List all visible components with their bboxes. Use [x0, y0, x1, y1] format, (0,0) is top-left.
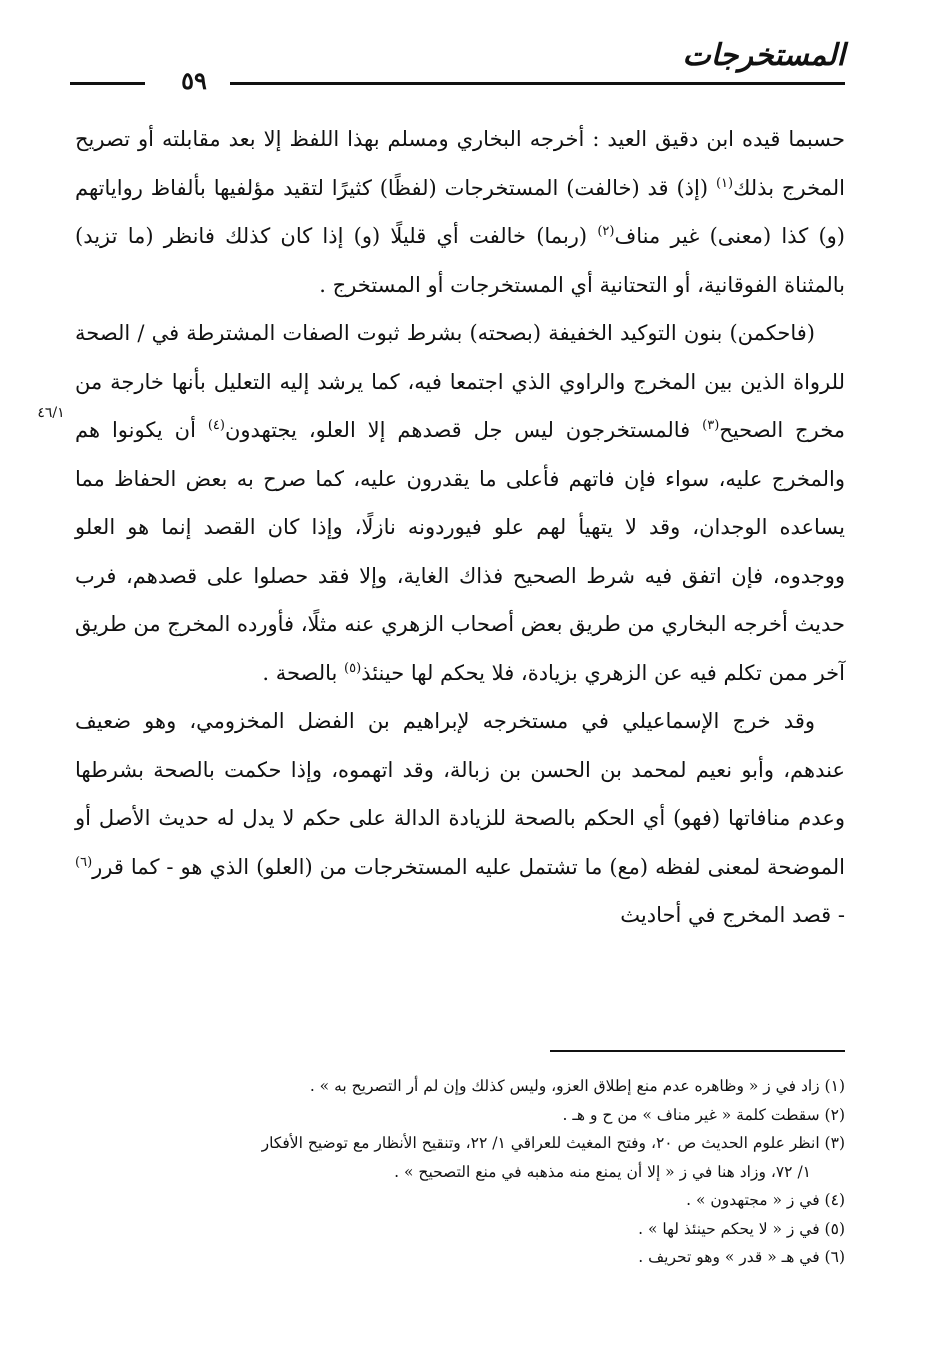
header-rule [230, 82, 845, 85]
footnote-2: (٢) سقطت كلمة « غير مناف » من ح و هـ . [562, 1105, 845, 1124]
paragraph-3 [75, 697, 845, 940]
text-run: - قصد المخرج في أحاديث [620, 903, 845, 927]
paragraph-2 [75, 309, 845, 697]
footnote-ref-4[interactable]: (٤) [207, 418, 225, 433]
footnote-5: (٥) في ز « لا يحكم حينئذ لها » . [638, 1219, 845, 1238]
footnote-separator [550, 1050, 845, 1052]
text-run: (فاحكمن) بنون التوكيد الخفيفة (بصحته) بشرط ثبوت الصفات المشترطة في / الصحة للرواة الذين بين المخرج والراوي الذي اجتمعا فيه، كما يرشد إليه التعليل بأنها خارجة من مخرج الصحيح [75, 321, 845, 442]
footnote-3: (٣) انظر علوم الحديث ص ٢٠، وفتح المغيث للعراقي ١/ ٢٢، وتنقيح الأنظار مع توضيح الأفكار [261, 1134, 845, 1152]
text-run: (ربما) خالفت أي قليلًا (و) إذا كان كذلك فانظر (ما تزيد) بالمثناة الفوقانية، أو التحتانية أي المستخرجات أو المستخرج . [75, 224, 845, 297]
footnote-ref-3[interactable]: (٣) [702, 418, 720, 433]
footnote-ref-6[interactable]: (٦) [75, 854, 93, 870]
footnote-1: (١) زاد في ز « وظاهره عدم منع إطلاق العزو، وليس كذلك وإن لم أر التصريح به » . [309, 1077, 845, 1095]
text-run: حسبما قيده ابن دقيق العيد : أخرجه البخاري ومسلم بهذا اللفظ إلا بعد مقابلته أو تصريح المخرج بذلك [75, 127, 845, 200]
text-run: وقد خرج الإسماعيلي في مستخرجه لإبراهيم بن الفضل المخزومي، وهو ضعيف عندهم، وأبو نعيم لمحمد بن الحسن بن زبالة، وقد اتهموه، وإذا حكمت بالصحة بشرطها وعدم منافاتها (فهو) أي الحكم بالصحة للزيادة الدالة على حكم لا يدل له حديث الأصل أو الموضحة لمعنى لفظه (مع) ما تشتمل عليه المستخرجات من (العلو) الذي هو - كما قرر [75, 709, 845, 879]
main-text [75, 115, 845, 940]
footnote-ref-2[interactable]: (٢) [597, 224, 615, 239]
footnote-3-continued: ١/ ٧٢، وزاد هنا في ز « إلا أن يمنع منه مذهبه في منع التصحيح » . [394, 1162, 811, 1181]
running-title: المستخرجات [682, 38, 845, 73]
footnote-ref-1[interactable]: (١) [715, 175, 734, 191]
manuscript-folio-note: ٤٦/١ [37, 405, 65, 421]
footnotes [75, 1072, 845, 1272]
paragraph-1 [75, 115, 845, 309]
header-rule-left [70, 82, 145, 85]
footnote-6: (٦) في هـ « قدر » وهو تحريف . [638, 1248, 845, 1266]
text-run: بالصحة . [262, 660, 345, 685]
text-run: أن يكونوا هم والمخرج عليه، سواء فإن فاتهم فأعلى ما يقدرون عليه، كما صرح به بعض الحفاظ مما يساعده الوجدان، وقد لا يتهيأ لهم علو فيوردونه نازلًا، وإذا كان القصد إنما هو العلو ووجدوه، فإن اتفق فيه شرط الصحيح فذاك الغاية، وإلا فقد حصلوا على قصدهم، فرب حديث أخرجه البخاري من طريق بعض أصحاب الزهري عنه مثلًا، فأورده المخرج من طريق آخر ممن تكلم فيه عن الزهري بزيادة، فلا يحكم لها حينئذ [75, 418, 845, 685]
running-header [70, 34, 845, 94]
text-run: فالمستخرجون ليس جل قصدهم إلا العلو، يجتهدون [224, 418, 703, 442]
footnote-ref-5[interactable]: (٥) [344, 660, 362, 676]
text-run: (إذ) قد (خالفت) المستخرجات (لفظًا) كثيرًا لتقيد مؤلفيها بألفاظ رواياتهم (و) كذا (معنى) غير مناف [75, 175, 845, 248]
footnote-4: (٤) في ز « مجتهدون » . [686, 1191, 845, 1209]
page-number: ٥٩ [181, 66, 207, 95]
